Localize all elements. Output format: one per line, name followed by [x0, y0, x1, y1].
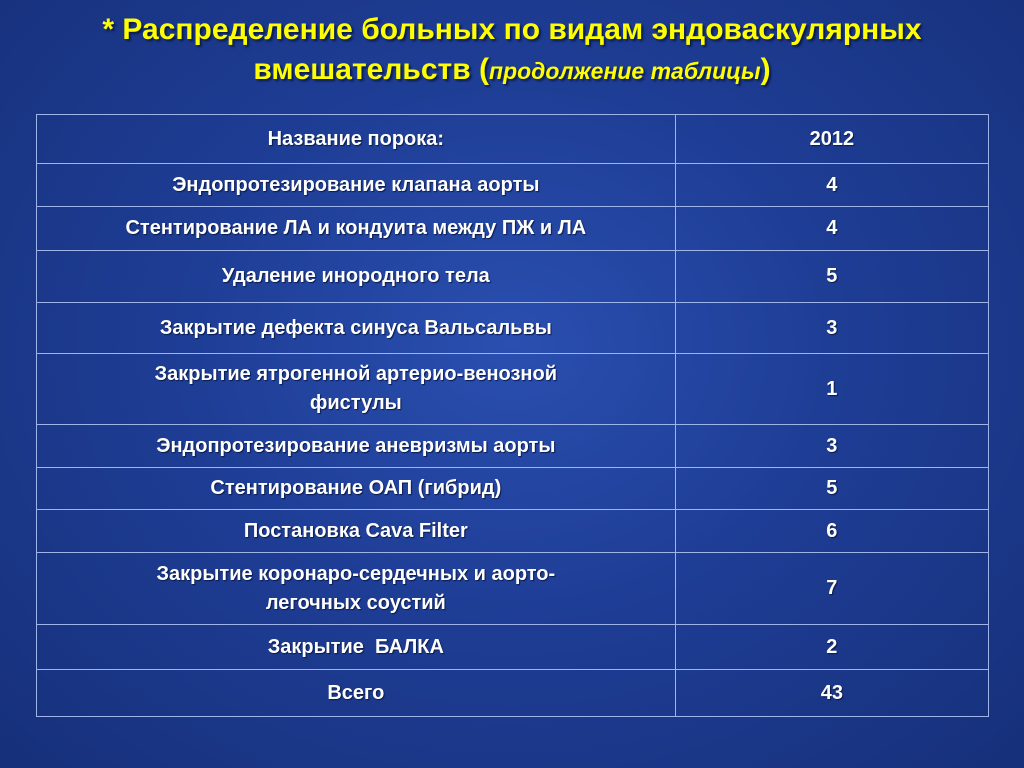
row-name-line-1: Закрытие ятрогенной артерио-венозной — [154, 363, 558, 385]
row-name-line-2: фистулы — [309, 392, 402, 414]
row-name: Эндопротезирование аневризмы аорты — [37, 425, 676, 468]
title-line-2 — [0, 50, 1024, 91]
row-value: 7 — [675, 553, 988, 625]
table-row — [37, 164, 989, 207]
row-name-line-2: легочных соустий — [265, 591, 446, 614]
row-name — [37, 354, 676, 425]
total-label: Всего — [37, 670, 676, 717]
row-value: 2 — [675, 625, 988, 670]
slide-title — [0, 10, 1024, 91]
row-name: Стентирование ОАП (гибрид) — [37, 468, 676, 510]
table-row — [37, 510, 989, 553]
title-subtitle: продолжение таблицы — [489, 58, 761, 84]
row-name — [37, 553, 676, 625]
table-header-row — [37, 115, 989, 164]
row-value: 4 — [675, 164, 988, 207]
row-name: Удаление инородного тела — [37, 251, 676, 303]
row-name: Закрытие дефекта синуса Вальсальвы — [37, 303, 676, 354]
row-name-line-1: Закрытие коронаро-сердечных и аорто- — [156, 562, 556, 585]
table-row — [37, 625, 989, 670]
interventions-table — [36, 114, 989, 717]
table-row — [37, 468, 989, 510]
row-name: Закрытие БАЛКА — [37, 625, 676, 670]
table-row — [37, 553, 989, 625]
header-year: 2012 — [675, 115, 988, 164]
row-value: 1 — [675, 354, 988, 425]
header-defect-name: Название порока: — [37, 115, 676, 164]
row-name: Стентирование ЛА и кондуита между ПЖ и ЛА — [37, 207, 676, 251]
table-row — [37, 207, 989, 251]
row-value: 3 — [675, 425, 988, 468]
row-value: 5 — [675, 251, 988, 303]
row-value: 6 — [675, 510, 988, 553]
title-line-1: * Распределение больных по видам эндоваскулярных — [102, 13, 922, 46]
table-row — [37, 251, 989, 303]
title-line-2-end: ) — [760, 53, 771, 86]
row-value: 5 — [675, 468, 988, 510]
table-row — [37, 354, 989, 425]
row-value: 4 — [675, 207, 988, 251]
table-row — [37, 425, 989, 468]
table-total-row — [37, 670, 989, 717]
total-value: 43 — [675, 670, 988, 717]
row-name: Эндопротезирование клапана аорты — [37, 164, 676, 207]
title-line-2-main: вмешательств ( — [253, 53, 490, 86]
row-name: Постановка Cava Filter — [37, 510, 676, 553]
row-value: 3 — [675, 303, 988, 354]
table-row — [37, 303, 989, 354]
